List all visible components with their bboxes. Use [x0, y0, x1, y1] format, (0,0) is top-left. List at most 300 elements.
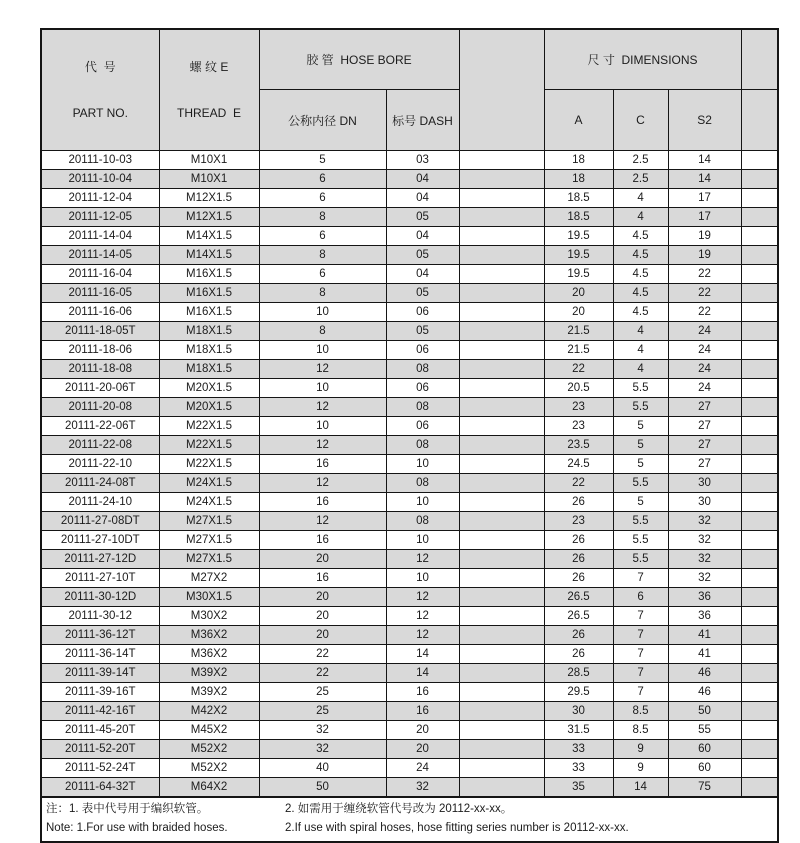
part-no-cell: 20111-52-20T [41, 740, 159, 759]
thread-cell: M30X2 [159, 607, 259, 626]
spacer-cell [741, 360, 778, 379]
part-no-cell: 20111-10-03 [41, 151, 159, 170]
spacer-cell [741, 588, 778, 607]
table-row [41, 265, 778, 284]
header-part-no-zh: 代 号 [84, 60, 116, 74]
table-row [41, 607, 778, 626]
thread-cell: M18X1.5 [159, 360, 259, 379]
dim-c-cell: 4.5 [613, 227, 668, 246]
table-row [41, 759, 778, 778]
spacer-cell [741, 778, 778, 798]
spacer-cell [459, 512, 544, 531]
part-no-cell: 20111-45-20T [41, 721, 159, 740]
dim-c-cell: 7 [613, 607, 668, 626]
dn-cell: 8 [259, 246, 386, 265]
table-row [41, 588, 778, 607]
dim-s2-cell: 46 [668, 664, 741, 683]
dim-a-cell: 26 [544, 626, 613, 645]
dash-cell: 10 [386, 455, 459, 474]
dim-a-cell: 26.5 [544, 588, 613, 607]
spacer-cell [459, 208, 544, 227]
spacer-cell [741, 607, 778, 626]
part-no-cell: 20111-12-04 [41, 189, 159, 208]
dim-c-cell: 4 [613, 360, 668, 379]
spacer-cell [741, 664, 778, 683]
table-row [41, 455, 778, 474]
dim-c-cell: 8.5 [613, 721, 668, 740]
dn-cell: 16 [259, 493, 386, 512]
thread-cell: M20X1.5 [159, 379, 259, 398]
thread-cell: M10X1 [159, 151, 259, 170]
part-no-cell: 20111-20-06T [41, 379, 159, 398]
dim-c-cell: 7 [613, 626, 668, 645]
thread-cell: M27X1.5 [159, 550, 259, 569]
dn-cell: 32 [259, 721, 386, 740]
part-no-cell: 20111-18-05T [41, 322, 159, 341]
dim-c-cell: 9 [613, 759, 668, 778]
dn-cell: 10 [259, 417, 386, 436]
dim-s2-cell: 46 [668, 683, 741, 702]
dash-cell: 08 [386, 474, 459, 493]
dim-a-cell: 20 [544, 284, 613, 303]
footnote-line-zh [46, 800, 777, 819]
dash-cell: 20 [386, 740, 459, 759]
part-no-cell: 20111-30-12 [41, 607, 159, 626]
datasheet [40, 28, 779, 843]
thread-cell: M16X1.5 [159, 303, 259, 322]
dim-s2-cell: 24 [668, 341, 741, 360]
dim-s2-cell: 27 [668, 417, 741, 436]
dn-cell: 8 [259, 284, 386, 303]
dn-cell: 10 [259, 379, 386, 398]
part-no-cell: 20111-39-14T [41, 664, 159, 683]
dn-cell: 10 [259, 341, 386, 360]
dim-a-cell: 33 [544, 759, 613, 778]
dash-cell: 16 [386, 702, 459, 721]
dash-cell: 04 [386, 265, 459, 284]
dn-cell: 6 [259, 227, 386, 246]
thread-cell: M24X1.5 [159, 493, 259, 512]
dim-a-cell: 23.5 [544, 436, 613, 455]
spacer-cell [459, 626, 544, 645]
spacer-cell [741, 493, 778, 512]
part-no-cell: 20111-24-10 [41, 493, 159, 512]
header-dim-s2: S2 [668, 90, 741, 151]
dim-c-cell: 4 [613, 322, 668, 341]
dash-cell: 05 [386, 208, 459, 227]
footnote-zh-1: 注：1. 表中代号用于编织软管。 [46, 803, 209, 815]
dim-s2-cell: 17 [668, 189, 741, 208]
spacer-cell [741, 531, 778, 550]
spacer-cell [459, 588, 544, 607]
dim-s2-cell: 19 [668, 227, 741, 246]
dim-s2-cell: 30 [668, 474, 741, 493]
part-no-cell: 20111-20-08 [41, 398, 159, 417]
spacer-cell [459, 379, 544, 398]
dash-cell: 10 [386, 531, 459, 550]
dim-a-cell: 24.5 [544, 455, 613, 474]
dim-c-cell: 2.5 [613, 151, 668, 170]
header-thread [159, 29, 259, 151]
spacer-cell [459, 246, 544, 265]
dim-a-cell: 35 [544, 778, 613, 798]
part-no-cell: 20111-16-06 [41, 303, 159, 322]
dim-c-cell: 5.5 [613, 474, 668, 493]
spacer-cell [741, 170, 778, 189]
part-no-cell: 20111-18-06 [41, 341, 159, 360]
part-no-cell: 20111-16-04 [41, 265, 159, 284]
table-row [41, 645, 778, 664]
thread-cell: M52X2 [159, 759, 259, 778]
table-row [41, 569, 778, 588]
spacer-cell [741, 417, 778, 436]
dash-cell: 08 [386, 512, 459, 531]
dash-cell: 14 [386, 664, 459, 683]
dim-a-cell: 26 [544, 550, 613, 569]
dim-s2-cell: 60 [668, 759, 741, 778]
spacer-cell [459, 740, 544, 759]
part-no-cell: 20111-64-32T [41, 778, 159, 798]
dn-cell: 16 [259, 455, 386, 474]
table-row [41, 208, 778, 227]
dim-a-cell: 23 [544, 417, 613, 436]
part-no-cell: 20111-22-06T [41, 417, 159, 436]
dn-cell: 12 [259, 436, 386, 455]
dim-c-cell: 4 [613, 341, 668, 360]
dim-c-cell: 4.5 [613, 284, 668, 303]
dn-cell: 12 [259, 474, 386, 493]
table-row [41, 550, 778, 569]
table-row [41, 360, 778, 379]
table-row [41, 778, 778, 798]
spacer-cell [459, 265, 544, 284]
dim-a-cell: 31.5 [544, 721, 613, 740]
spacer-cell [741, 569, 778, 588]
dim-s2-cell: 14 [668, 151, 741, 170]
spacer-cell [459, 493, 544, 512]
thread-cell: M39X2 [159, 664, 259, 683]
dim-c-cell: 7 [613, 645, 668, 664]
dim-a-cell: 28.5 [544, 664, 613, 683]
spacer-cell [459, 284, 544, 303]
dim-c-cell: 4 [613, 189, 668, 208]
spacer-cell [741, 151, 778, 170]
spacer-cell [741, 265, 778, 284]
thread-cell: M12X1.5 [159, 189, 259, 208]
dim-c-cell: 4 [613, 208, 668, 227]
dim-a-cell: 23 [544, 512, 613, 531]
thread-cell: M30X1.5 [159, 588, 259, 607]
dim-c-cell: 4.5 [613, 303, 668, 322]
header-thread-zh: 螺 纹 E [189, 60, 229, 74]
dn-cell: 10 [259, 303, 386, 322]
dn-cell: 8 [259, 322, 386, 341]
dim-a-cell: 20 [544, 303, 613, 322]
spacer-cell [459, 455, 544, 474]
table-row [41, 341, 778, 360]
part-no-cell: 20111-27-10DT [41, 531, 159, 550]
dn-cell: 20 [259, 588, 386, 607]
spacer-cell [741, 379, 778, 398]
spacer-cell [741, 512, 778, 531]
table-row [41, 303, 778, 322]
table-row [41, 702, 778, 721]
dim-a-cell: 26 [544, 645, 613, 664]
thread-cell: M64X2 [159, 778, 259, 798]
spacer-cell [459, 436, 544, 455]
dim-c-cell: 7 [613, 569, 668, 588]
dim-s2-cell: 24 [668, 379, 741, 398]
dash-cell: 04 [386, 227, 459, 246]
dim-a-cell: 30 [544, 702, 613, 721]
dim-s2-cell: 75 [668, 778, 741, 798]
table-header [41, 29, 778, 151]
dash-cell: 16 [386, 683, 459, 702]
thread-cell: M27X1.5 [159, 512, 259, 531]
dim-c-cell: 5 [613, 493, 668, 512]
part-no-cell: 20111-27-12D [41, 550, 159, 569]
part-no-cell: 20111-22-10 [41, 455, 159, 474]
dim-a-cell: 29.5 [544, 683, 613, 702]
part-no-cell: 20111-22-08 [41, 436, 159, 455]
dn-cell: 16 [259, 569, 386, 588]
spacer-cell [459, 341, 544, 360]
dash-cell: 12 [386, 588, 459, 607]
table-row [41, 398, 778, 417]
dim-s2-cell: 17 [668, 208, 741, 227]
dim-s2-cell: 55 [668, 721, 741, 740]
dim-a-cell: 20.5 [544, 379, 613, 398]
table-row [41, 493, 778, 512]
spacer-cell [741, 398, 778, 417]
spacer-cell [459, 474, 544, 493]
header-part-no [41, 29, 159, 151]
table-row [41, 721, 778, 740]
dim-s2-cell: 27 [668, 436, 741, 455]
dash-cell: 06 [386, 341, 459, 360]
dim-s2-cell: 24 [668, 322, 741, 341]
footnote-en-2: 2.If use with spiral hoses, hose fitting series number is 20112-xx-xx. [285, 822, 629, 834]
dn-cell: 20 [259, 626, 386, 645]
table-row [41, 151, 778, 170]
dim-c-cell: 4.5 [613, 246, 668, 265]
footnote-zh-2: 2. 如需用于缠绕软管代号改为 20112-xx-xx。 [285, 803, 513, 815]
thread-cell: M39X2 [159, 683, 259, 702]
table-row [41, 512, 778, 531]
header-dn: 公称内径 DN [259, 90, 386, 151]
part-no-cell: 20111-36-12T [41, 626, 159, 645]
spacer-cell [741, 759, 778, 778]
header-dash: 标号 DASH [386, 90, 459, 151]
part-no-cell: 20111-52-24T [41, 759, 159, 778]
dim-s2-cell: 32 [668, 531, 741, 550]
table-row [41, 246, 778, 265]
spacer-cell [741, 721, 778, 740]
dim-a-cell: 19.5 [544, 246, 613, 265]
dn-cell: 12 [259, 398, 386, 417]
header-dimensions-group: 尺 寸 DIMENSIONS [544, 29, 741, 90]
part-no-cell: 20111-10-04 [41, 170, 159, 189]
table-row [41, 474, 778, 493]
dn-cell: 6 [259, 265, 386, 284]
dim-c-cell: 2.5 [613, 170, 668, 189]
dn-cell: 40 [259, 759, 386, 778]
dim-a-cell: 33 [544, 740, 613, 759]
table-row [41, 626, 778, 645]
dash-cell: 04 [386, 170, 459, 189]
dim-a-cell: 18.5 [544, 189, 613, 208]
spacer-cell [459, 664, 544, 683]
dim-c-cell: 6 [613, 588, 668, 607]
dim-a-cell: 23 [544, 398, 613, 417]
footnote-line-en [46, 819, 777, 838]
dim-a-cell: 26.5 [544, 607, 613, 626]
dim-s2-cell: 41 [668, 645, 741, 664]
spacer-cell [741, 208, 778, 227]
dn-cell: 6 [259, 170, 386, 189]
dash-cell: 05 [386, 322, 459, 341]
spacer-cell [741, 436, 778, 455]
dim-c-cell: 5 [613, 436, 668, 455]
dim-c-cell: 7 [613, 683, 668, 702]
dash-cell: 10 [386, 569, 459, 588]
dash-cell: 03 [386, 151, 459, 170]
dash-cell: 05 [386, 284, 459, 303]
thread-cell: M36X2 [159, 645, 259, 664]
thread-cell: M22X1.5 [159, 455, 259, 474]
spacer-cell [741, 455, 778, 474]
dim-s2-cell: 32 [668, 569, 741, 588]
dim-c-cell: 4.5 [613, 265, 668, 284]
thread-cell: M18X1.5 [159, 341, 259, 360]
spacer-cell [459, 360, 544, 379]
dim-s2-cell: 36 [668, 588, 741, 607]
spacer-cell [459, 322, 544, 341]
dim-s2-cell: 30 [668, 493, 741, 512]
spacer-cell [741, 284, 778, 303]
thread-cell: M27X2 [159, 569, 259, 588]
table-body [41, 151, 778, 798]
dim-c-cell: 9 [613, 740, 668, 759]
dn-cell: 20 [259, 607, 386, 626]
dn-cell: 32 [259, 740, 386, 759]
thread-cell: M16X1.5 [159, 284, 259, 303]
dn-cell: 8 [259, 208, 386, 227]
spacer-cell [459, 398, 544, 417]
spacer-cell [459, 417, 544, 436]
dim-a-cell: 26 [544, 531, 613, 550]
spacer-cell [459, 189, 544, 208]
dim-s2-cell: 32 [668, 512, 741, 531]
table-row [41, 417, 778, 436]
spacer-cell [459, 721, 544, 740]
dim-s2-cell: 27 [668, 455, 741, 474]
table-row [41, 436, 778, 455]
dn-cell: 22 [259, 645, 386, 664]
spacer-cell [741, 683, 778, 702]
thread-cell: M14X1.5 [159, 227, 259, 246]
dn-cell: 25 [259, 702, 386, 721]
thread-cell: M27X1.5 [159, 531, 259, 550]
spacer-cell [459, 607, 544, 626]
header-spacer-middle [459, 29, 544, 151]
thread-cell: M52X2 [159, 740, 259, 759]
header-hose-bore-group: 胶 管 HOSE BORE [259, 29, 459, 90]
dim-c-cell: 14 [613, 778, 668, 798]
dn-cell: 50 [259, 778, 386, 798]
dim-c-cell: 7 [613, 664, 668, 683]
dim-c-cell: 5.5 [613, 531, 668, 550]
part-no-cell: 20111-27-10T [41, 569, 159, 588]
dash-cell: 12 [386, 607, 459, 626]
table-row [41, 379, 778, 398]
thread-cell: M14X1.5 [159, 246, 259, 265]
dash-cell: 12 [386, 550, 459, 569]
spacer-cell [741, 474, 778, 493]
dim-s2-cell: 22 [668, 265, 741, 284]
dim-a-cell: 22 [544, 360, 613, 379]
part-no-cell: 20111-18-08 [41, 360, 159, 379]
spacer-cell [741, 645, 778, 664]
header-spacer-right-top [741, 29, 778, 90]
spacer-cell [459, 683, 544, 702]
dash-cell: 08 [386, 360, 459, 379]
dim-a-cell: 18 [544, 170, 613, 189]
spacer-cell [459, 645, 544, 664]
dash-cell: 10 [386, 493, 459, 512]
spacer-cell [741, 303, 778, 322]
spacer-cell [741, 322, 778, 341]
part-no-cell: 20111-24-08T [41, 474, 159, 493]
thread-cell: M22X1.5 [159, 417, 259, 436]
dash-cell: 12 [386, 626, 459, 645]
dim-a-cell: 19.5 [544, 265, 613, 284]
dn-cell: 25 [259, 683, 386, 702]
dash-cell: 08 [386, 436, 459, 455]
dim-a-cell: 19.5 [544, 227, 613, 246]
dim-s2-cell: 27 [668, 398, 741, 417]
thread-cell: M20X1.5 [159, 398, 259, 417]
spacer-cell [741, 341, 778, 360]
spacer-cell [741, 626, 778, 645]
header-part-no-en: PART NO. [72, 106, 128, 120]
thread-cell: M22X1.5 [159, 436, 259, 455]
dn-cell: 12 [259, 512, 386, 531]
dim-a-cell: 26 [544, 493, 613, 512]
dim-s2-cell: 22 [668, 284, 741, 303]
spacer-cell [459, 702, 544, 721]
thread-cell: M36X2 [159, 626, 259, 645]
spacer-cell [459, 778, 544, 798]
dim-c-cell: 5.5 [613, 550, 668, 569]
thread-cell: M42X2 [159, 702, 259, 721]
dim-c-cell: 5.5 [613, 398, 668, 417]
spacer-cell [741, 246, 778, 265]
table-row [41, 189, 778, 208]
dn-cell: 5 [259, 151, 386, 170]
dash-cell: 20 [386, 721, 459, 740]
dim-s2-cell: 14 [668, 170, 741, 189]
header-dim-a: A [544, 90, 613, 151]
table-row [41, 531, 778, 550]
thread-cell: M16X1.5 [159, 265, 259, 284]
footnotes-box [40, 798, 779, 843]
dn-cell: 22 [259, 664, 386, 683]
dim-s2-cell: 19 [668, 246, 741, 265]
header-thread-en: THREAD E [176, 106, 241, 120]
part-no-cell: 20111-39-16T [41, 683, 159, 702]
part-no-cell: 20111-42-16T [41, 702, 159, 721]
